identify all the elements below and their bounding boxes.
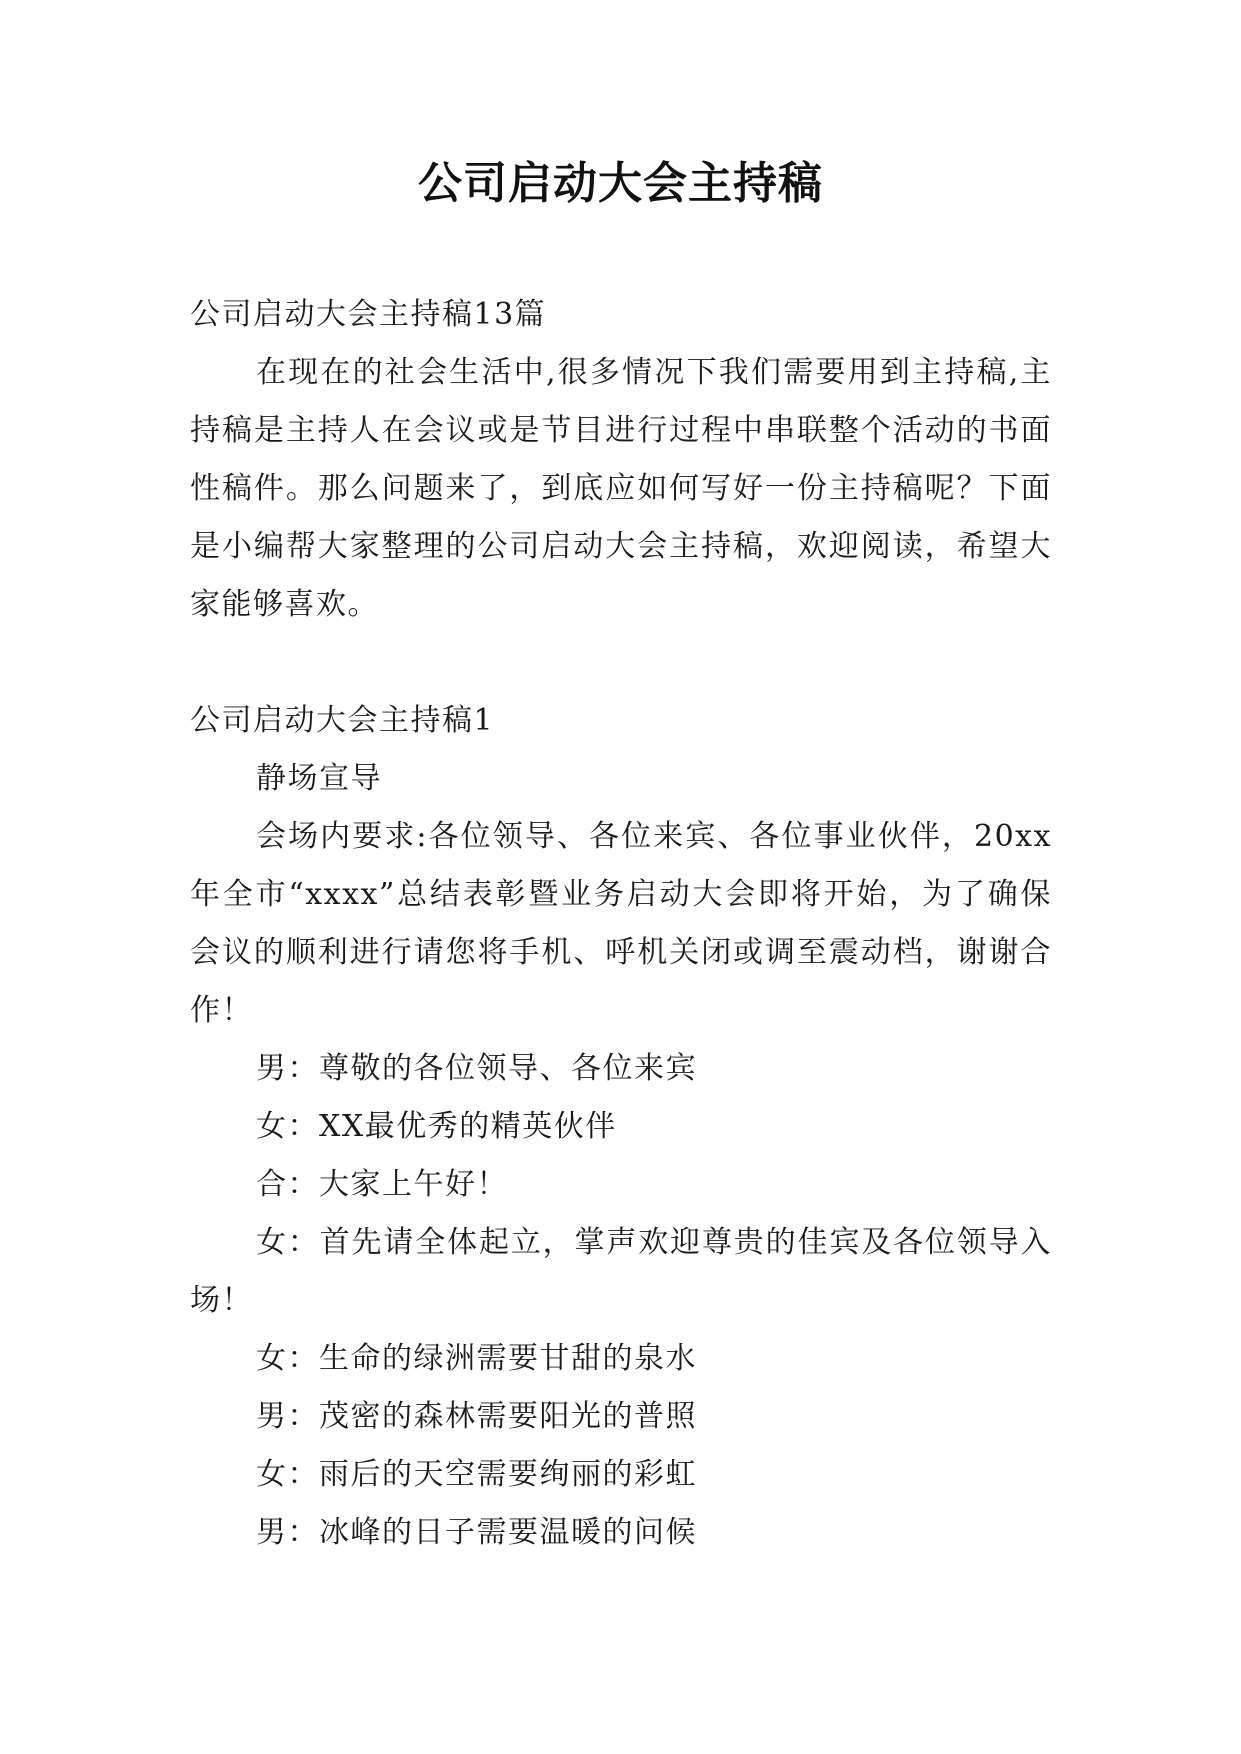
document-body — [190, 286, 1052, 1562]
paragraph: 男：茂密的森林需要阳光的普照 — [256, 1399, 697, 1434]
paragraph: 女：雨后的天空需要绚丽的彩虹 — [256, 1457, 697, 1492]
paragraph: 男：冰峰的日子需要温暖的问候 — [256, 1515, 697, 1550]
paragraph: 男：尊敬的各位领导、各位来宾 — [256, 1051, 697, 1086]
paragraph: 合：大家上午好！ — [256, 1167, 508, 1202]
section-heading: 公司启动大会主持稿1 — [190, 703, 495, 738]
paragraph: 女：生命的绿洲需要甘甜的泉水 — [256, 1341, 697, 1376]
intro-paragraph: 在现在的社会生活中,很多情况下我们需要用到主持稿,主持稿是主持人在会议或是节目进行过程中串联整个活动的书面性稿件。那么问题来了，到底应如何写好一份主持稿呢？下面是小编帮大家整理的公司启动大会主持稿，欢迎阅读，希望大家能够喜欢。 — [190, 355, 1052, 622]
paragraph: 女：首先请全体起立，掌声欢迎尊贵的佳宾及各位领导入场！ — [190, 1225, 1052, 1318]
document-subtitle: 公司启动大会主持稿13篇 — [190, 297, 547, 332]
section-spacer — [190, 634, 1052, 692]
document-title: 公司启动大会主持稿 — [418, 158, 823, 209]
paragraph: 会场内要求:各位领导、各位来宾、各位事业伙伴，20xx年全市“xxxx”总结表彰暨业务启动大会即将开始，为了确保会议的顺利进行请您将手机、呼机关闭或调至震动档，谢谢合作！ — [190, 819, 1052, 1028]
paragraph: 静场宣导 — [256, 761, 382, 796]
paragraph: 女：XX最优秀的精英伙伴 — [256, 1109, 617, 1144]
